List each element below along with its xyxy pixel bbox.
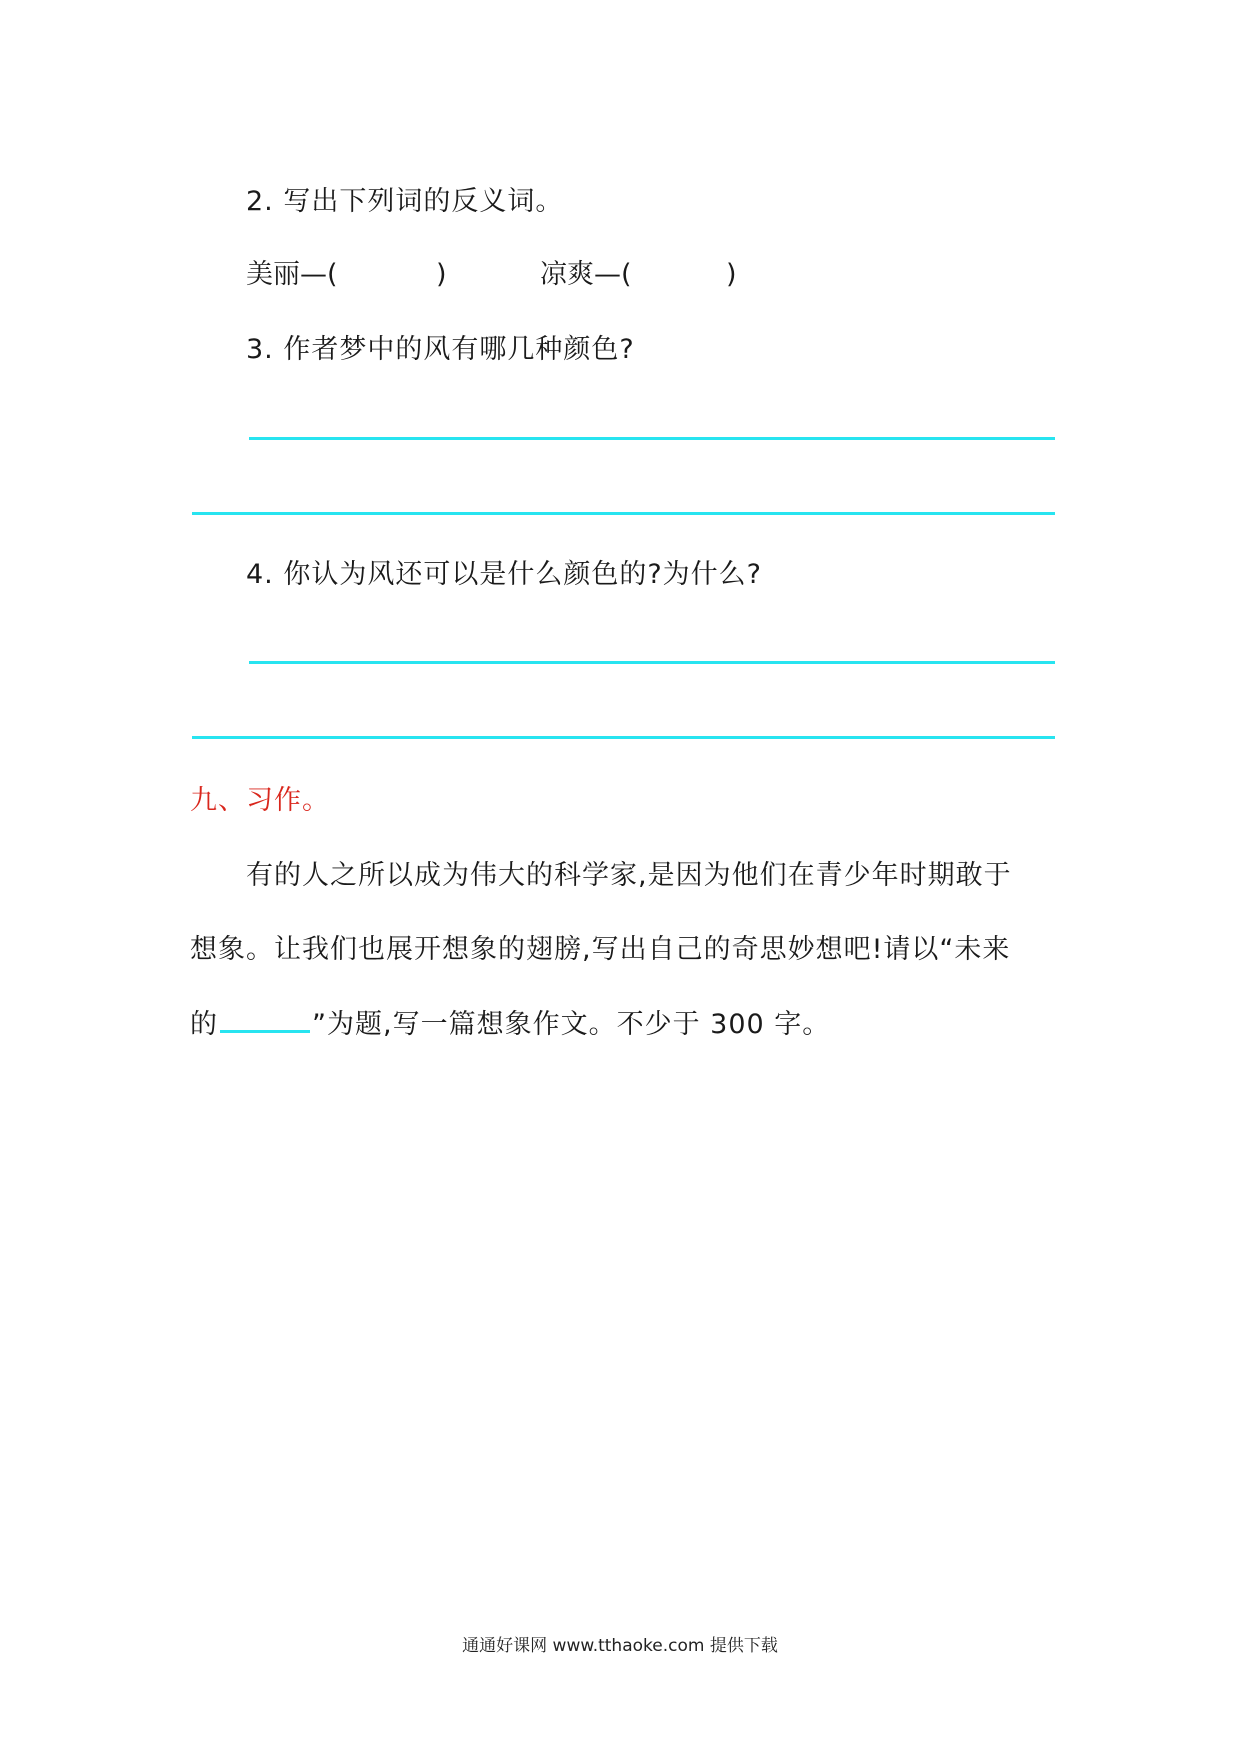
antonym-word-2: 凉爽—( (540, 259, 632, 290)
essay-prompt-line-2: 想象。让我们也展开想象的翅膀,写出自己的奇思妙想吧!请以“未来 (190, 934, 1011, 965)
antonym-item-2 (540, 255, 632, 295)
answer-line-q4-1[interactable] (249, 661, 1055, 664)
essay-prompt-line-1: 有的人之所以成为伟大的科学家,是因为他们在青少年时期敢于 (246, 860, 1012, 891)
answer-line-q3-2[interactable] (192, 512, 1055, 515)
essay-prompt-prefix: 的 (190, 1009, 218, 1040)
answer-line-q4-2[interactable] (192, 736, 1055, 739)
question-3-text: 3. 作者梦中的风有哪几种颜色? (246, 334, 635, 365)
section-9-heading: 九、习作。 (190, 785, 330, 816)
footer-credit: 通通好课网 www.tthaoke.com 提供下载 (462, 1636, 778, 1656)
question-2-text: 2. 写出下列词的反义词。 (246, 186, 564, 217)
question-4-text: 4. 你认为风还可以是什么颜色的?为什么? (246, 559, 763, 590)
antonym-close-2: ) (726, 259, 737, 290)
title-blank[interactable] (220, 1004, 310, 1033)
antonym-word-1: 美丽—( (246, 259, 338, 290)
antonym-item-1 (246, 255, 338, 295)
essay-prompt-line-3 (190, 1004, 830, 1045)
essay-prompt-suffix: ”为题,写一篇想象作文。不少于 300 字。 (312, 1009, 831, 1040)
antonym-close-1: ) (436, 259, 447, 290)
answer-line-q3-1[interactable] (249, 437, 1055, 440)
